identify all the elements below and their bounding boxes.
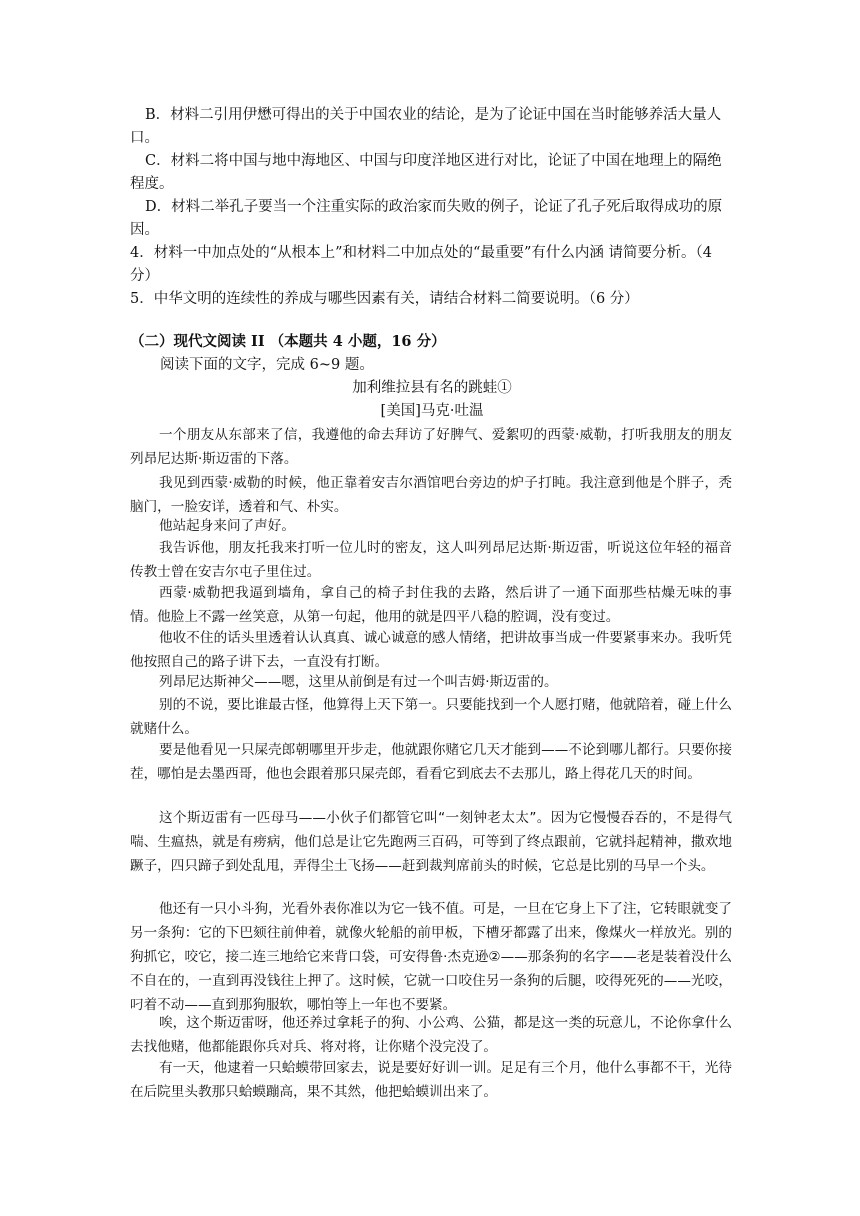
article-title: 加利维拉县有名的跳蛙① <box>352 380 512 396</box>
option-c: C．材料二将中国与地中海地区、中国与印度洋地区进行对比，论证了中国在地理上的隔绝程度。 <box>130 153 722 192</box>
article-paragraph-6: 他收不住的话头里透着认认真真、诚心诚意的感人情绪，把讲故事当成一件要紧事来办。我听凭他按照自己的路子讲下去，一直没有打断。 <box>130 630 732 670</box>
article-paragraph-1: 一个朋友从东部来了信，我遵他的命去拜访了好脾气、爱絮叨的西蒙·威勒，打听我朋友的朋友列昂尼达斯·斯迈雷的下落。 <box>130 427 732 467</box>
section-heading: （二）现代文阅读 II （本题共 4 小题，16 分） <box>130 333 446 350</box>
question-4: 4．材料一中加点处的“从根本上”和材料二中加点处的“最重要”有什么内涵 请简要分析。（4 分） <box>130 245 712 284</box>
article-paragraph-8: 别的不说，要比谁最古怪，他算得上天下第一。只要能找到一个人愿打赌，他就陪着，碰上什么就赌什么。 <box>130 697 732 737</box>
question-5: 5．中华文明的连续性的养成与哪些因素有关，请结合材料二简要说明。（6 分） <box>130 291 639 307</box>
article-paragraph-13: 有一天，他逮着一只蛤蟆带回家去，说是要好好训一训。足足有三个月，他什么事都不干，光待在后院里头教那只蛤蟆蹦高，果不其然，他把蛤蟆训出来了。 <box>130 1060 732 1100</box>
article-paragraph-11: 他还有一只小斗狗，光看外表你准以为它一钱不值。可是，一旦在它身上下了注，它转眼就变了另一条狗：它的下巴颏往前伸着，就像火轮船的前甲板，下槽牙都露了出来，像煤火一样放光。别的狗抓它，咬它，接二连三地给它来背口袋，可安得鲁·杰克逊②——那条狗的名字——老是装着没什么不自在的，一直到再没钱往上押了。这时候，它就一口咬住另一条狗的后腿，咬得死死的——光咬，叼着不动——直到那狗服软，哪怕等上一年也不要紧。 <box>130 901 732 1013</box>
section-instruction: 阅读下面的文字，完成 6~9 题。 <box>160 357 374 373</box>
article-paragraph-10: 这个斯迈雷有一匹母马——小伙子们都管它叫“一刻钟老太太”。因为它慢慢吞吞的，不是得气喘、生瘟热，就是有痨病，他们总是让它先跑两三百码，可等到了终点跟前，它就抖起精神，撒欢地蹶子，四只蹄子到处乱甩，弄得尘土飞扬——赶到裁判席前头的时候，它总是比别的马早一个头。 <box>130 810 732 874</box>
article-paragraph-4: 我告诉他，朋友托我来打听一位儿时的密友，这人叫列昂尼达斯·斯迈雷，听说这位年轻的福音传教士曾在安吉尔屯子里住过。 <box>130 540 732 580</box>
option-b: B．材料二引用伊懋可得出的关于中国农业的结论，是为了论证中国在当时能够养活大量人口。 <box>130 107 722 146</box>
article-paragraph-12: 唉，这个斯迈雷呀，他还养过拿耗子的狗、小公鸡、公猫，都是这一类的玩意儿，不论你拿什么去找他赌，他都能跟你兵对兵、将对将，让你赌个没完没了。 <box>130 1015 732 1055</box>
article-author: [美国]马克·吐温 <box>380 403 484 419</box>
article-paragraph-9: 要是他看见一只屎壳郎朝哪里开步走，他就跟你赌它几天才能到——不论到哪儿都行。只要你接茬，哪怕是去墨西哥，他也会跟着那只屎壳郎，看看它到底去不去那儿，路上得花几天的时间。 <box>130 742 732 782</box>
article-paragraph-7: 列昂尼达斯神父——嗯，这里从前倒是有过一个叫吉姆·斯迈雷的。 <box>159 674 558 690</box>
article-paragraph-5: 西蒙·威勒把我逼到墙角，拿自己的椅子封住我的去路，然后讲了一通下面那些枯燥无味的事情。他脸上不露一丝笑意，从第一句起，他用的就是四平八稳的腔调，没有变过。 <box>130 585 732 625</box>
article-paragraph-2: 我见到西蒙·威勒的时候，他正靠着安吉尔酒馆吧台旁边的炉子打盹。我注意到他是个胖子，秃脑门，一脸安详，透着和气、朴实。 <box>130 475 732 515</box>
option-d: D．材料二举孔子要当一个注重实际的政治家而失败的例子，论证了孔子死后取得成功的原因。 <box>130 199 723 238</box>
article-paragraph-3: 他站起身来问了声好。 <box>159 518 295 534</box>
